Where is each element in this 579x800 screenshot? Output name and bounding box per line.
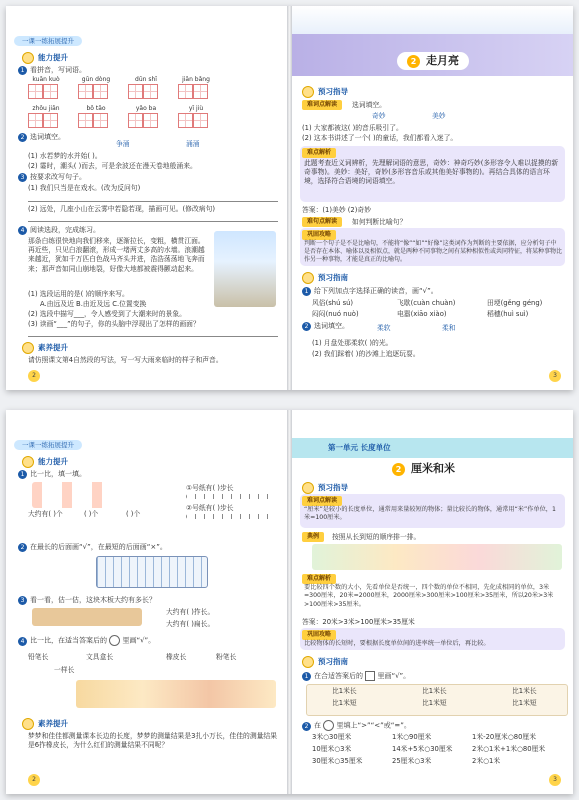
question-2: 2 在最长的后面画“√”，在最短的后面画“×”。 bbox=[18, 543, 167, 552]
lesson-title: 2 厘米和米 bbox=[382, 460, 465, 478]
page-number: 3 bbox=[549, 370, 561, 382]
right-page-1: 2 走月亮 预习指导 难词点解读 选词填空。 奇妙 美妙 (1) 大家都被这( )的音乐吸引了。 (2) 这本书讲述了一个( )的童话，我们都看入迷了。 难点解析 此题考查近义词辨析，先理解词语的意思，奇妙：神奇巧妙(多形容令人难以捉摸的新奇事物)。美妙：美好，奇妙(多形容音乐或其他美好事物的)。再结合具体的语言环境，选择符合语境的词语填空。 答案：(1)美妙 (2)奇妙 难句点解读 如何判断比喻句？ 巩固攻略 判断一个句子是不是比喻句，不能将“像”“如”“好像”这类词作为判断的主要依据，应分析句子中是否存在本体、喻体以及相似点，就是两种不同事物之间有某种相似性或共同特征，将某种事物比作另一种事物，才能是真正的比喻句。 预习指南 1 给下列加点字选择正确的读音，画“√”。 风俗(shú sú) 飞歇(cuàn chuàn) 田埂(gěng géng) 闷闷(nuó nuò) 电嚣(xiāo xiào) 稻穗(huì suì) 2 选词填空。 柔软 柔和 (1) 月盘处那柔软( )的光。 (2) 我们踩着( )的沙滩上追逐玩耍。 3 bbox=[292, 6, 573, 390]
question-3: 3 按要求改写句子。 bbox=[18, 173, 86, 182]
section-icon bbox=[22, 456, 34, 468]
writing-grid[interactable] bbox=[178, 113, 214, 128]
book-spread-2 bbox=[6, 410, 573, 794]
section-preview: 预习指导 bbox=[302, 482, 348, 494]
word-option: 涌涌 bbox=[186, 140, 200, 148]
page-number: 2 bbox=[28, 774, 40, 786]
animals-illustration bbox=[312, 544, 562, 570]
section-ability: 能力提升 bbox=[22, 52, 68, 64]
question-1: 1 给下列加点字选择正确的读音，画“√”。 bbox=[302, 287, 438, 296]
writing-grid[interactable] bbox=[28, 84, 64, 99]
word-option: 柔和 bbox=[442, 324, 456, 332]
section-literacy: 素养提升 bbox=[22, 718, 68, 730]
pinyin-row-2: zhōu jiān bō tāo yǎo ba yī jiù bbox=[28, 105, 214, 128]
question-2: 2 选词填空。 bbox=[18, 133, 65, 142]
section-icon bbox=[302, 656, 314, 668]
section-icon bbox=[22, 52, 34, 64]
reading-passage: 那条白练很快地向我们移来，逐渐拉长，变粗，横贯江面。再近些，只见白浪翻滚，形成一堵两丈多高的水墙。浪潮越来越近，犹如千万匹白色战马齐头并进，浩浩荡荡地飞奔而来；那声音如同山崩地裂，好像大地都被震得颤动起来。 bbox=[28, 237, 205, 273]
question-1: 1 比一比，填一填。 bbox=[18, 470, 86, 479]
question-3: 3 看一看，估一估，这块木板大约有多长？ bbox=[18, 596, 156, 605]
writing-grid[interactable] bbox=[78, 84, 114, 99]
section-icon bbox=[302, 86, 314, 98]
bottle-illustration bbox=[32, 482, 122, 508]
tide-illustration bbox=[214, 231, 276, 307]
unit-bar: 第一单元 长度单位 bbox=[292, 438, 573, 458]
section-preview: 预习指导 bbox=[302, 86, 348, 98]
question-4: 4 阅读选段，完成练习。 bbox=[18, 226, 100, 235]
word-option: 美妙 bbox=[432, 112, 446, 120]
section-icon bbox=[22, 342, 34, 354]
word-option: 争涌 bbox=[116, 140, 130, 148]
section-literacy: 素养提升 bbox=[22, 342, 68, 354]
question-1: 1 在合适答案后的 里画“√”。 bbox=[302, 671, 410, 681]
header-tag: 一课一练拓展提升 bbox=[14, 440, 82, 450]
section-icon bbox=[302, 482, 314, 494]
header-tag: 一课一练拓展提升 bbox=[14, 36, 82, 46]
question-1: 1 看拼音，写词语。 bbox=[18, 66, 86, 75]
writing-grid[interactable] bbox=[178, 84, 214, 99]
writing-grid[interactable] bbox=[28, 113, 64, 128]
writing-grid[interactable] bbox=[128, 113, 164, 128]
question-4: 4 比一比，在适当答案后的 里画“√”。 bbox=[18, 635, 155, 646]
section-ability: 能力提升 bbox=[22, 456, 68, 468]
answer-line[interactable] bbox=[28, 221, 278, 222]
word-option: 奇妙 bbox=[372, 112, 386, 120]
answer-line[interactable] bbox=[28, 201, 278, 202]
page-number: 2 bbox=[28, 370, 40, 382]
ruler-2 bbox=[186, 514, 276, 519]
section-guide: 预习指南 bbox=[302, 656, 348, 668]
wood-board bbox=[32, 608, 142, 626]
left-page-1: 一课一练拓展提升 能力提升 1 看拼音，写词语。 kuān kuò gūn dòng dūn shī jiān bǎng zhōu jiān bō tāo yǎo ba yī jiù 2 选词填空。 争涌 涌涌 (1) 水若梦的水并始( )。 (2) 霎时，潮头( )而去，可是余波还在漫天卷地般涌来。 3 按要求改写句子。 (1) 我们只当是在戏水。(改为反问句) (2) 远处，几座小山在云雾中若隐若现，描画可见。(修改病句) 4 阅读选段，完成练习。 那条白练很快地向我们移来，逐渐拉长，变粗，横贯江面。再近些，只见白浪翻滚，形成一堵两丈多高的水墙。浪潮越来越近，犹如千万匹白色战马齐头并进，浩浩荡荡地飞奔而来；那声音如同山崩地裂，好像大地都被震得颤动起来。 (1) 选段运用的是( )的顺序来写。 A.由远及近 B.由近及远 C.位置变换 (2) 选段中描写___，令人感受到了大潮来时的景象。 (3) 读画“___”的句子，你的头脑中浮现出了怎样的画面？ 素养提升 请仿照课文第4自然段的写法，写一写大雨来临时的样子和声音。 2 bbox=[6, 6, 287, 390]
right-page-2: 第一单元 长度单位 2 厘米和米 预习指导 难词点解读 “厘米”是较小的长度单位，通常用来量较短的物体；量比较长的物体，通常用“米”作单位，1米=100厘米。 典例 按照从长到短的顺序排一排。 难点解析 要比较四个数的大小，先看单位是否统一，四个数的单位不相同，先化成相同的单位，3米=300厘米，20米=2000厘米，2000厘米>300厘米>100厘米>35厘米，所以20米>3米>100厘米>35厘米。 答案：20米>3米>100厘米>35厘米 巩固攻略 比较物体的长短时，要根据长度单位间的进率统一单位后，再比较。 预习指南 1 在合适答案后的 里画“√”。 比1米长 比1米短 比1米长 比1米短 比1米长 比1米短 2 在 里填上“>”“<”或“=”。 3米○30厘米 1米○90厘米 1米-20厘米○80厘米 10厘米○3米 14米+5米○30厘米 2米○1米+1米○80厘米 30厘米○35厘米 25厘米○3米 2米○1米 3 bbox=[292, 410, 573, 794]
answer-line[interactable] bbox=[28, 336, 278, 337]
pinyin-row-1: kuān kuò gūn dòng dūn shī jiān bǎng bbox=[28, 76, 214, 99]
writing-grid[interactable] bbox=[128, 84, 164, 99]
book-spread-1 bbox=[6, 6, 573, 390]
header-mountain-art bbox=[292, 6, 573, 34]
word-option: 柔软 bbox=[377, 324, 391, 332]
writing-grid[interactable] bbox=[78, 113, 114, 128]
grid-comparison bbox=[96, 556, 208, 588]
ruler-1 bbox=[186, 494, 276, 499]
question-2: 2 在 里填上“>”“<”或“=”。 bbox=[302, 720, 411, 731]
page-number: 3 bbox=[549, 774, 561, 786]
section-guide: 预习指南 bbox=[302, 272, 348, 284]
left-page-2: 一课一练拓展提升 能力提升 1 比一比，填一填。 大约有( )个 ( )个 ( )个 ①号纸有( )步长 ②号纸有( )步长 2 在最长的后面画“√”，在最短的后面画“×”。 3 看一看，估一估，这块木板大约有多长？ 大约有( )拃长。 大约有( )扁长。 4 比一比，在适当答案后的 里画“√”。 铅笔长 文具盒长 橡皮长 粉笔长 一样长 素养提升 梦梦和佳佳都测量课本长边的长度，梦梦的测量结果是3扎小万长，佳佳的测量结果是6拃橡皮长，为什么红们的测量结果不同呢？ 2 bbox=[6, 410, 287, 794]
section-icon bbox=[302, 272, 314, 284]
lesson-title: 2 走月亮 bbox=[397, 52, 469, 70]
objects-illustration bbox=[76, 680, 276, 708]
question-2: 2 选词填空。 bbox=[302, 322, 349, 331]
section-icon bbox=[22, 718, 34, 730]
